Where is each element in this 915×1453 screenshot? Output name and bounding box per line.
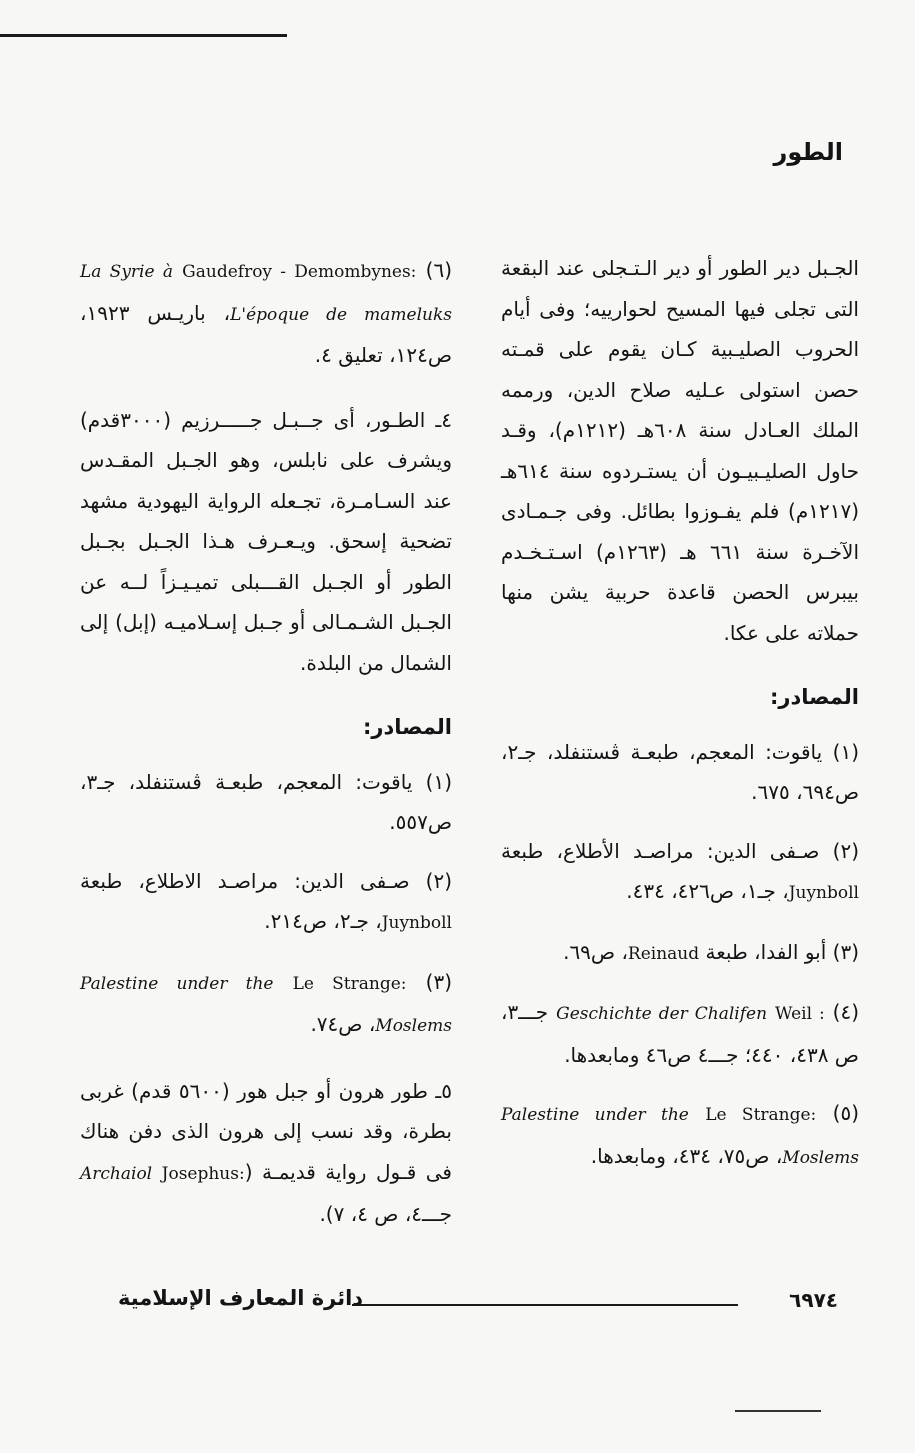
left-ref-3-num: (٣) (425, 969, 453, 994)
left-ref-2-arabic: (٢) صـفى الدين: مراصـد الاطلاع، طبعة (80, 868, 452, 893)
right-ref-5-end: ص٧٥، ٤٣٤، ومابعدها. (590, 1143, 770, 1168)
right-paragraph: الجـبل دير الطور أو دير الـتـجلى عند البقعة التى تجلى فيها المسيح لحوارييه؛ وفى أيام الحروب الصليـبية كـان يقوم على قمـته حصن استولى عـليه صلاح الدين، ورممه الملك العـادل سنة ٦٠٨هـ (١٢١٢م)، وقـد حاول الصليـبيـون أن يستـردوه سنة ٦١٤هـ (١٢١٧م) فلم يفـوزوا بطائل. وفى جـمـادى الآخـرة سنة ٦٦١ هـ (١٢٦٣م) اسـتـخـدم بيبرس الحصن قاعدة حربية يشن منها حملاته على عكا. (501, 256, 859, 645)
left-ref-3: (٣) Le Strange: Palestine under the Moslems، ص٧٤. (80, 969, 453, 1036)
left-paragraph-5: ٥ـ طور هرون أو جبل هور (٥٦٠٠ قدم) غربى بطرة، وقد نسب إلى هرون الذى دفن هناك فى قـول رواية قديمـة (Josephus: Archaiol جـــ٤، ص ٤، ٧). (80, 1078, 452, 1226)
left-paragraph-5-text: ٥ـ طور هرون أو جبل هور (٥٦٠٠ قدم) غربى بطرة، وقد نسب إلى هرون الذى دفن هناك فى قـول رواية قديمـة (80, 1078, 452, 1184)
right-ref-4 (501, 992, 859, 1075)
left-ref-2: (٢) صـفى الدين: مراصـد الاطلاع، طبعة Juynboll، جـ٢، ص٢١٤. (80, 868, 452, 933)
right-ref-2-end: جـ١، ص٤٢٦، ٤٣٤. (626, 879, 776, 903)
left-paragraph-4: ٤ـ الطـور، أى جــبـل جـــــرزيم (٣٠٠٠قدم) ويشرف على نابلس، وهو الجـبل المقـدس عند السـامـرة، تجـعله الرواية اليهودية مشهد تضحية إسحق. ويـعـرف هـذا الجـبل بجـبل الطور أو الجـبل القـــبلى تميـيـزاً لــه عن الجـبل الشـمـالى أو جـبل إسـلاميـه (إبل) إلى الشمال من البلدة. (80, 407, 452, 675)
right-ref-4-author: Weil : (774, 1004, 825, 1024)
left-column (80, 250, 452, 1253)
footer-rule (352, 1304, 738, 1306)
right-ref-4-title: Geschichte der Chalifen (556, 1004, 768, 1024)
left-ref-2-latin: Juynboll (381, 913, 452, 933)
right-ref-5-author: Le Strange: (705, 1105, 817, 1125)
left-ref-3-end: ص٧٤. (310, 1012, 363, 1036)
left-ref-3-title: Palestine under the Moslems (80, 973, 452, 1036)
left-paragraph-5-title: Archaiol (80, 1163, 153, 1184)
right-ref-3-arabic: (٣) أبو الفدا، طبعة (705, 939, 859, 964)
right-column (501, 248, 859, 1196)
left-ref-6-title: La Syrie à L'époque de mameluks (80, 262, 452, 325)
right-ref-5-num: (٥) (832, 1101, 859, 1125)
left-sources-heading: المصادر: (362, 715, 452, 739)
encyclopedia-title: دائرة المعارف الإسلامية (118, 1286, 364, 1310)
running-title: الطور (773, 138, 843, 166)
left-ref-6-end: باريـس ١٩٢٣، ص١٢٤، تعليق ٤. (80, 300, 452, 367)
left-paragraph-5-author: Josephus: (161, 1163, 245, 1184)
left-ref-6: (٦) Gaudefroy - Demombynes: La Syrie à L'époque de mameluks، باريـس ١٩٢٣، ص١٢٤، تعليق ٤. (80, 258, 453, 367)
right-ref-3: (٣) أبو الفدا، طبعة Reinaud، ص٦٩. (563, 939, 859, 964)
left-ref-3-author: Le Strange: (292, 973, 407, 994)
left-ref-6-num: (٦) (425, 258, 453, 282)
right-ref-5: (٥) Le Strange: Palestine under the Moslems، ص٧٥، ٤٣٤، ومابعدها. (501, 1101, 859, 1168)
left-ref-2-end: جـ٢، ص٢١٤. (264, 909, 369, 933)
right-ref-1: (١) ياقوت: المعجم، طبعـة ڤستنفلد، جـ٢، ص٦٩٤، ٦٧٥. (501, 739, 859, 804)
page-number: ٦٩٧٤ (789, 1288, 838, 1312)
right-ref-2: (٢) صـفى الدين: مراصـد الأطلاع، طبعة Juynboll، جـ١، ص٤٢٦، ٤٣٤. (501, 838, 859, 903)
right-ref-3-latin: Reinaud (627, 943, 700, 964)
left-paragraph-5-end: جـــ٤، ص ٤، ٧). (319, 1202, 452, 1226)
left-ref-1: (١) ياقوت: المعجم، طبعـة ڤستنفلد، جـ٣، ص٥٥٧. (80, 769, 452, 834)
right-sources-heading: المصادر: (769, 685, 859, 709)
right-ref-2-latin: Juynboll (788, 883, 859, 903)
bottom-rule (735, 1410, 821, 1412)
right-ref-4-end: جـــ٣، ص ٤٣٨، ٤٤٠؛ جـــ٤ ص٤٦ ومابعدها. (501, 1000, 859, 1067)
right-ref-2-arabic: (٢) صـفى الدين: مراصـد الأطلاع، طبعة (501, 838, 859, 863)
right-ref-3-end: ص٦٩. (563, 939, 616, 964)
top-rule (0, 34, 287, 37)
page-footer (118, 1284, 838, 1324)
right-ref-5-title: Palestine under the Moslems (501, 1105, 859, 1168)
right-ref-4-num: (٤) (832, 1000, 860, 1024)
left-ref-6-author: Gaudefroy - Demombynes: (182, 262, 417, 282)
